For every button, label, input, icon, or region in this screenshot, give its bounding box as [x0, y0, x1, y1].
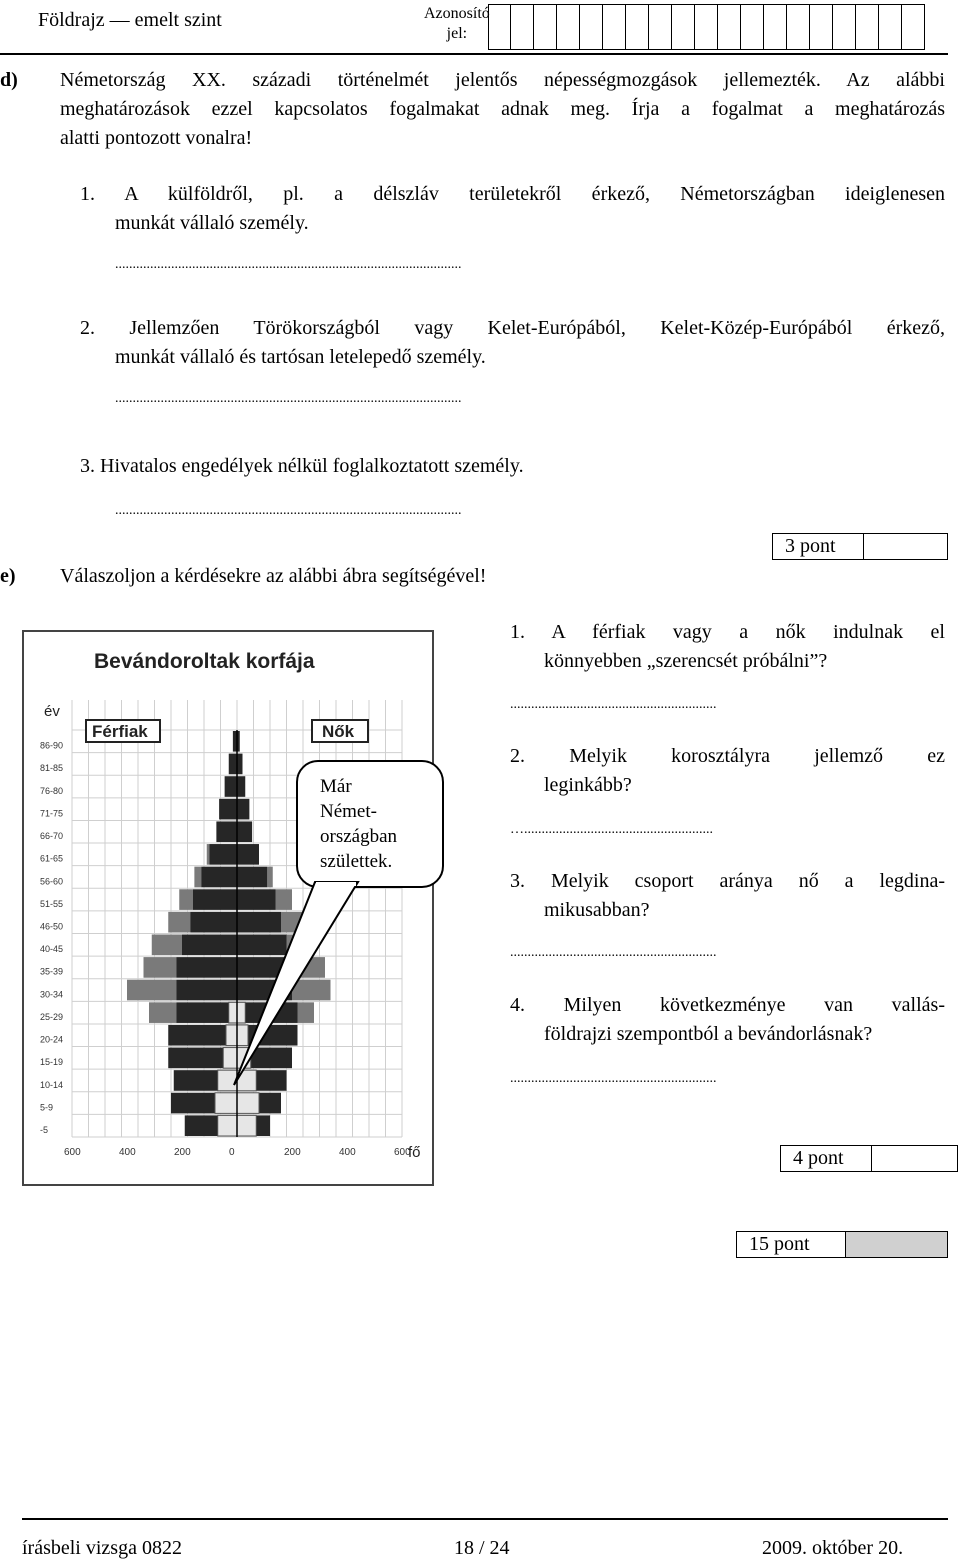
- y-tick-label: 10-14: [40, 1079, 64, 1090]
- bar-extra-men: [144, 957, 177, 978]
- id-cell[interactable]: [879, 4, 902, 50]
- id-label-line2: jel:: [446, 25, 468, 42]
- x-tick-label: 400: [119, 1147, 136, 1158]
- e-question-1-line1: 1. A férfiak vagy a nők indulnak el: [510, 621, 945, 643]
- id-cell[interactable]: [580, 4, 603, 50]
- y-tick-label: 30-34: [40, 989, 64, 1000]
- section-e-points: 4 pont: [781, 1146, 872, 1171]
- y-tick-label: 5-9: [40, 1102, 54, 1113]
- y-tick-label: 25-29: [40, 1011, 64, 1022]
- header-rule: [0, 53, 948, 55]
- d-item-1-line1: 1. A külföldről, pl. a délszláv területekről érkező, Németországban ideiglenesen: [80, 183, 945, 205]
- id-cell[interactable]: [603, 4, 626, 50]
- y-tick-label: 81-85: [40, 763, 64, 774]
- section-e-points-box[interactable]: [780, 1145, 958, 1172]
- d-item-2-line1: 2. Jellemzően Törökországból vagy Kelet-Európából, Kelet-Közép-Európából érkező,: [80, 317, 945, 339]
- bar-extra-men: [127, 980, 177, 1001]
- header-subject: Földrajz — emelt szint: [38, 9, 222, 31]
- id-cell[interactable]: [626, 4, 649, 50]
- e-question-1-answer[interactable]: ...........................................................: [510, 697, 717, 712]
- y-tick-label: 15-19: [40, 1057, 64, 1068]
- callout-bubble: [296, 760, 444, 888]
- e-question-2-line2: leginkább?: [544, 774, 632, 796]
- section-d-points-box[interactable]: [772, 533, 948, 560]
- bar-extra-men: [152, 935, 182, 956]
- e-question-3-answer[interactable]: ...........................................................: [510, 945, 717, 960]
- id-label: [424, 4, 490, 44]
- y-tick-label: -5: [40, 1125, 49, 1135]
- bar-women: [237, 776, 245, 797]
- callout-line: országban: [320, 826, 398, 847]
- d-item-1-answer[interactable]: ...................................................................................................: [115, 257, 462, 272]
- id-cell[interactable]: [511, 4, 534, 50]
- callout-line: születtek.: [320, 851, 393, 872]
- id-cell[interactable]: [718, 4, 741, 50]
- id-cell[interactable]: [557, 4, 580, 50]
- bar-women: [237, 821, 252, 842]
- x-tick-label: 200: [174, 1147, 191, 1158]
- id-cell[interactable]: [488, 4, 511, 50]
- y-tick-label: 20-24: [40, 1034, 64, 1045]
- x-axis-label: fő: [408, 1144, 421, 1161]
- section-d-intro-1: Németország XX. századi történelmét jelentős népességmozgások jellemezték. Az alábbi: [60, 69, 945, 91]
- x-tick-label: 400: [339, 1147, 356, 1158]
- d-item-3-answer[interactable]: ...................................................................................................: [115, 503, 462, 518]
- d-item-3-line1: 3. Hivatalos engedélyek nélkül foglalkoztatott személy.: [80, 455, 524, 477]
- legend-women: Nők: [322, 722, 355, 741]
- callout-pointer-shape: [234, 882, 358, 1085]
- x-tick-label: 0: [229, 1147, 235, 1158]
- id-cell[interactable]: [787, 4, 810, 50]
- bar-extra-men: [194, 867, 201, 888]
- e-question-4-line1: 4. Milyen következménye van vallás-: [510, 994, 945, 1016]
- section-d-intro-2: meghatározások ezzel kapcsolatos fogalmakat adnak meg. Írja a fogalmat a meghatározás: [60, 98, 945, 120]
- bar-men: [216, 821, 237, 842]
- bar-men: [210, 844, 238, 865]
- section-d-letter: d): [0, 69, 18, 91]
- bar-women: [237, 799, 249, 820]
- footer-left: írásbeli vizsga 0822: [22, 1537, 182, 1559]
- section-e-intro: Válaszoljon a kérdésekre az alábbi ábra segítségével!: [60, 565, 487, 587]
- bar-men: [229, 754, 237, 775]
- e-question-2-answer[interactable]: …......................................................: [510, 822, 713, 837]
- y-tick-label: 46-50: [40, 921, 64, 932]
- x-tick-label: 600: [394, 1147, 411, 1158]
- callout-line: Német-: [320, 801, 377, 822]
- bar-women: [237, 844, 259, 865]
- total-points: 15 pont: [737, 1232, 846, 1257]
- y-tick-label: 66-70: [40, 831, 64, 842]
- bar-extra-men: [179, 889, 193, 910]
- bar-men: [219, 799, 237, 820]
- id-cell[interactable]: [764, 4, 787, 50]
- footer-date: 2009. október 20.: [762, 1537, 904, 1559]
- chart-title: Bevándoroltak korfája: [94, 650, 315, 673]
- d-item-2-answer[interactable]: ...................................................................................................: [115, 391, 462, 406]
- id-cell[interactable]: [833, 4, 856, 50]
- id-cell[interactable]: [649, 4, 672, 50]
- callout-pointer: [220, 880, 370, 1090]
- d-item-1-line2: munkát vállaló személy.: [115, 212, 309, 234]
- id-cell[interactable]: [534, 4, 557, 50]
- e-question-2-line1: 2. Melyik korosztályra jellemző ez: [510, 745, 945, 767]
- section-d-intro-3: alatti pontozott vonalra!: [60, 127, 253, 149]
- section-d-points: 3 pont: [773, 534, 864, 559]
- x-tick-label: 600: [64, 1147, 81, 1158]
- bar-women: [237, 754, 243, 775]
- e-question-1-line2: könnyebben „szerencsét próbálni”?: [544, 650, 828, 672]
- y-tick-label: 61-65: [40, 853, 64, 864]
- y-tick-label: 86-90: [40, 740, 64, 751]
- y-tick-label: 76-80: [40, 785, 64, 796]
- callout-line: Már: [320, 776, 352, 797]
- e-question-4-answer[interactable]: ...........................................................: [510, 1071, 717, 1086]
- bar-extra-men: [168, 912, 190, 933]
- y-tick-label: 56-60: [40, 876, 64, 887]
- id-cell[interactable]: [810, 4, 833, 50]
- y-axis-label: év: [44, 703, 60, 720]
- id-label-line1: Azonosító: [424, 5, 490, 22]
- y-tick-label: 71-75: [40, 808, 64, 819]
- id-cell[interactable]: [695, 4, 718, 50]
- footer-page: 18 / 24: [454, 1537, 510, 1559]
- id-cell[interactable]: [902, 4, 925, 50]
- legend-men: Férfiak: [92, 722, 148, 741]
- id-cell[interactable]: [856, 4, 879, 50]
- id-cell[interactable]: [741, 4, 764, 50]
- footer-rule: [22, 1518, 948, 1520]
- y-tick-label: 35-39: [40, 966, 64, 977]
- e-question-3-line2: mikusabban?: [544, 899, 650, 921]
- y-tick-label: 40-45: [40, 944, 64, 955]
- e-question-4-line2: földrajzi szempontból a bevándorlásnak?: [544, 1023, 873, 1045]
- bar-extra-men: [149, 1002, 177, 1023]
- y-tick-label: 51-55: [40, 898, 64, 909]
- d-item-2-line2: munkát vállaló és tartósan letelepedő személy.: [115, 346, 486, 368]
- bar-extra-men: [207, 844, 210, 865]
- section-e-letter: e): [0, 565, 16, 587]
- id-cell[interactable]: [672, 4, 695, 50]
- id-input-cells[interactable]: [488, 4, 925, 50]
- x-tick-label: 200: [284, 1147, 301, 1158]
- e-question-3-line1: 3. Melyik csoport aránya nő a legdina-: [510, 870, 945, 892]
- bar-men: [225, 776, 237, 797]
- total-points-box[interactable]: [736, 1231, 948, 1258]
